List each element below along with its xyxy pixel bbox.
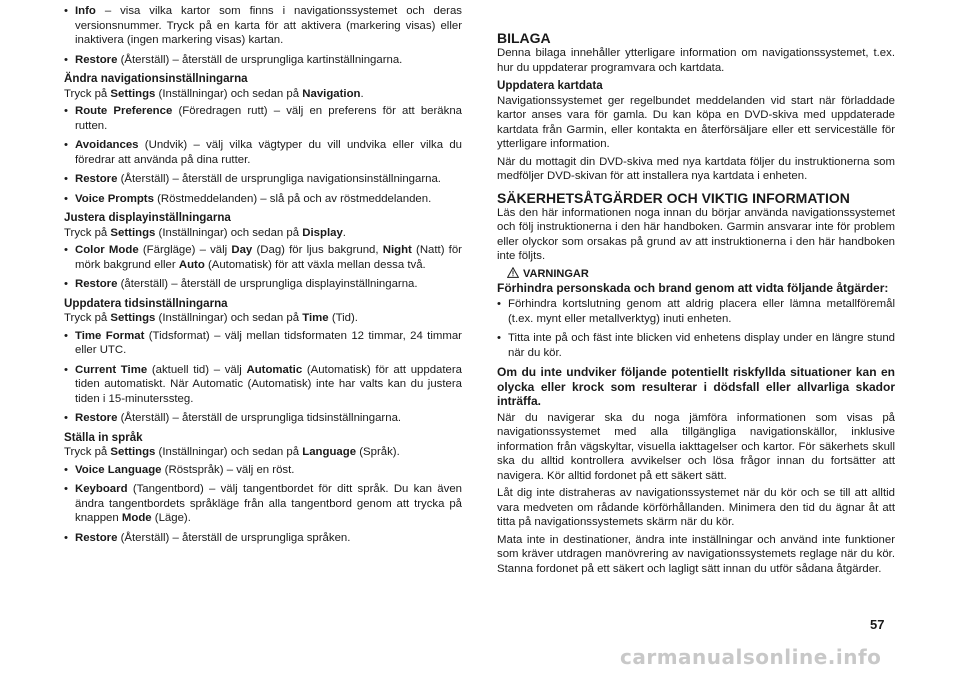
map-settings-list: [64, 4, 462, 67]
list-item: • Route Preference (Föredragen rutt) – välj en preferens för att beräkna rutten.: [64, 104, 462, 133]
list-item-info: [64, 4, 462, 48]
list-item: • Voice Language (Röstspråk) – välj en röst.: [64, 463, 462, 478]
navigation-list: [64, 104, 462, 206]
accident-paragraph: Mata inte in destinationer, ändra inte inställningar och använd inte funktioner som kräver utdragen manövrering av navigationssystemets reglage när du kör. Stanna fordonet på ett säkert och lagligt sätt innan du utför sådana åtgärder.: [497, 533, 895, 575]
right-column: [497, 4, 895, 579]
prevent-heading: Förhindra personskada och brand genom att vidta följande åtgärder:: [497, 280, 889, 295]
safety-heading: SÄKERHETSÅTGÄRDER OCH VIKTIG INFORMATION: [497, 189, 850, 206]
list-item: • Current Time (aktuell tid) – välj Automatic (Automatisk) för att uppdatera tiden automatiskt. När Automatic (Automatisk) inte har valts kan du justera tiden i 15-minuterssteg.: [64, 363, 462, 407]
list-item: • Time Format (Tidsformat) – välj mellan tidsformaten 12 timmar, 24 timmar eller UTC.: [64, 329, 462, 358]
list-item: • Keyboard (Tangentbord) – välj tangentbordet för ditt språk. Du kan även ändra tangentbordets språkläge från alla tangentbord genom att trycka på knappen Mode (Läge).: [64, 482, 462, 526]
display-intro: Tryck på Settings (Inställningar) och sedan på Display.: [64, 226, 346, 239]
language-list: [64, 463, 462, 546]
item-text: (Återställ) – återställ de ursprungliga kartinställningarna.: [117, 53, 403, 66]
display-heading: Justera displayinställningarna: [64, 211, 231, 224]
item-text: – visa vilka kartor som finns i navigationssystemet och deras versionsnummer. Tryck på en karta för att aktivera (markering visas) eller inaktivera (ingen markering visas) kartan.: [75, 5, 462, 46]
warning-label: VARNINGAR: [497, 267, 895, 281]
list-item: • Voice Prompts (Röstmeddelanden) – slå på och av röstmeddelanden.: [64, 192, 462, 207]
list-item: • Restore (Återställ) – återställ de ursprungliga tidsinställningarna.: [64, 411, 462, 426]
list-item: • Color Mode (Färgläge) – välj Day (Dag) för ljus bakgrund, Night (Natt) för mörk bakgrund eller Auto (Automatisk) för att växla mellan dessa två.: [64, 243, 462, 272]
term-restore: Restore: [75, 53, 118, 66]
list-item: • Avoidances (Undvik) – välj vilka vägtyper du vill undvika eller vilka du föredrar att använda på dina rutter.: [64, 138, 462, 167]
update-paragraph: Navigationssystemet ger regelbundet meddelanden vid start när förladdade kartor anses vara för gamla. Du kan köpa en DVD-skiva med uppdaterade kartdata från Garmin, eller kontakta en återförsäljare eller ett serviceställe för ytterligare information.: [497, 94, 895, 150]
time-list: [64, 329, 462, 426]
accident-paragraph: När du navigerar ska du noga jämföra informationen som visas på navigationssystemet med alla tillgängliga navigationskällor, inklusive information från vägskyltar, visuella iakttagelser och kartor. För säkerhets skull ska du alltid kontrollera avvikelser och lösa frågor innan du fortsätter att navigera. Kör alltid fordonet på ett säkert sätt.: [497, 411, 895, 482]
list-item-restore-map: [64, 53, 462, 68]
prevent-list: [497, 297, 895, 360]
navigation-intro: Tryck på Settings (Inställningar) och sedan på Navigation.: [64, 87, 364, 100]
safety-text: Läs den här informationen noga innan du börjar använda navigationssystemet och följ instruktionerna i den här handboken. Garmin ansvarar inte för problem eller olyckor som orsakas på grund av att instruktionerna i den här handboken inte följts.: [497, 206, 895, 262]
time-heading: Uppdatera tidsinställningarna: [64, 296, 228, 310]
left-column: [64, 4, 462, 550]
list-item: • Restore (återställ) – återställ de ursprungliga displayinställningarna.: [64, 277, 462, 292]
bilaga-heading: BILAGA: [497, 30, 551, 46]
page-number: 57: [870, 617, 885, 632]
list-item: • Titta inte på och fäst inte blicken vid enhetens display under en längre stund när du kör.: [497, 331, 895, 360]
accident-paragraph: Låt dig inte distraheras av navigationssystemet när du kör och se till att alltid vara medveten om rådande körförhållanden. Minimera den tid du ägnar åt att titta på navigationssystemets skärm när du kör.: [497, 487, 895, 528]
bilaga-text: Denna bilaga innehåller ytterligare information om navigationssystemet, t.ex. hur du uppdaterar programvara och kartdata.: [497, 47, 895, 74]
warning-icon: [507, 267, 519, 278]
watermark: carmanualsonline.info: [620, 645, 882, 669]
list-item: • Förhindra kortslutning genom att aldrig placera eller lämna metallföremål (t.ex. mynt eller metallverktyg) inuti enheten.: [497, 297, 895, 326]
list-item: • Restore (Återställ) – återställ de ursprungliga språken.: [64, 531, 462, 546]
time-intro: Tryck på Settings (Inställningar) och sedan på Time (Tid).: [64, 312, 358, 324]
language-heading: Ställa in språk: [64, 430, 143, 444]
update-paragraph: När du mottagit din DVD-skiva med nya kartdata följer du instruktionerna som medföljer DVD-skivan för att installera nya kartdata i enheten.: [497, 155, 895, 182]
update-heading: Uppdatera kartdata: [497, 79, 603, 92]
list-item: • Restore (Återställ) – återställ de ursprungliga navigationsinställningarna.: [64, 172, 462, 187]
display-list: [64, 243, 462, 292]
language-intro: Tryck på Settings (Inställningar) och sedan på Language (Språk).: [64, 446, 400, 458]
term-info: Info: [75, 5, 96, 17]
navigation-heading: Ändra navigationsinställningarna: [64, 72, 248, 85]
accident-heading: Om du inte undviker följande potentiellt riskfyllda situationer kan en olycka eller krock som resulterar i dödsfall eller allvarliga skador inträffa.: [497, 365, 895, 408]
